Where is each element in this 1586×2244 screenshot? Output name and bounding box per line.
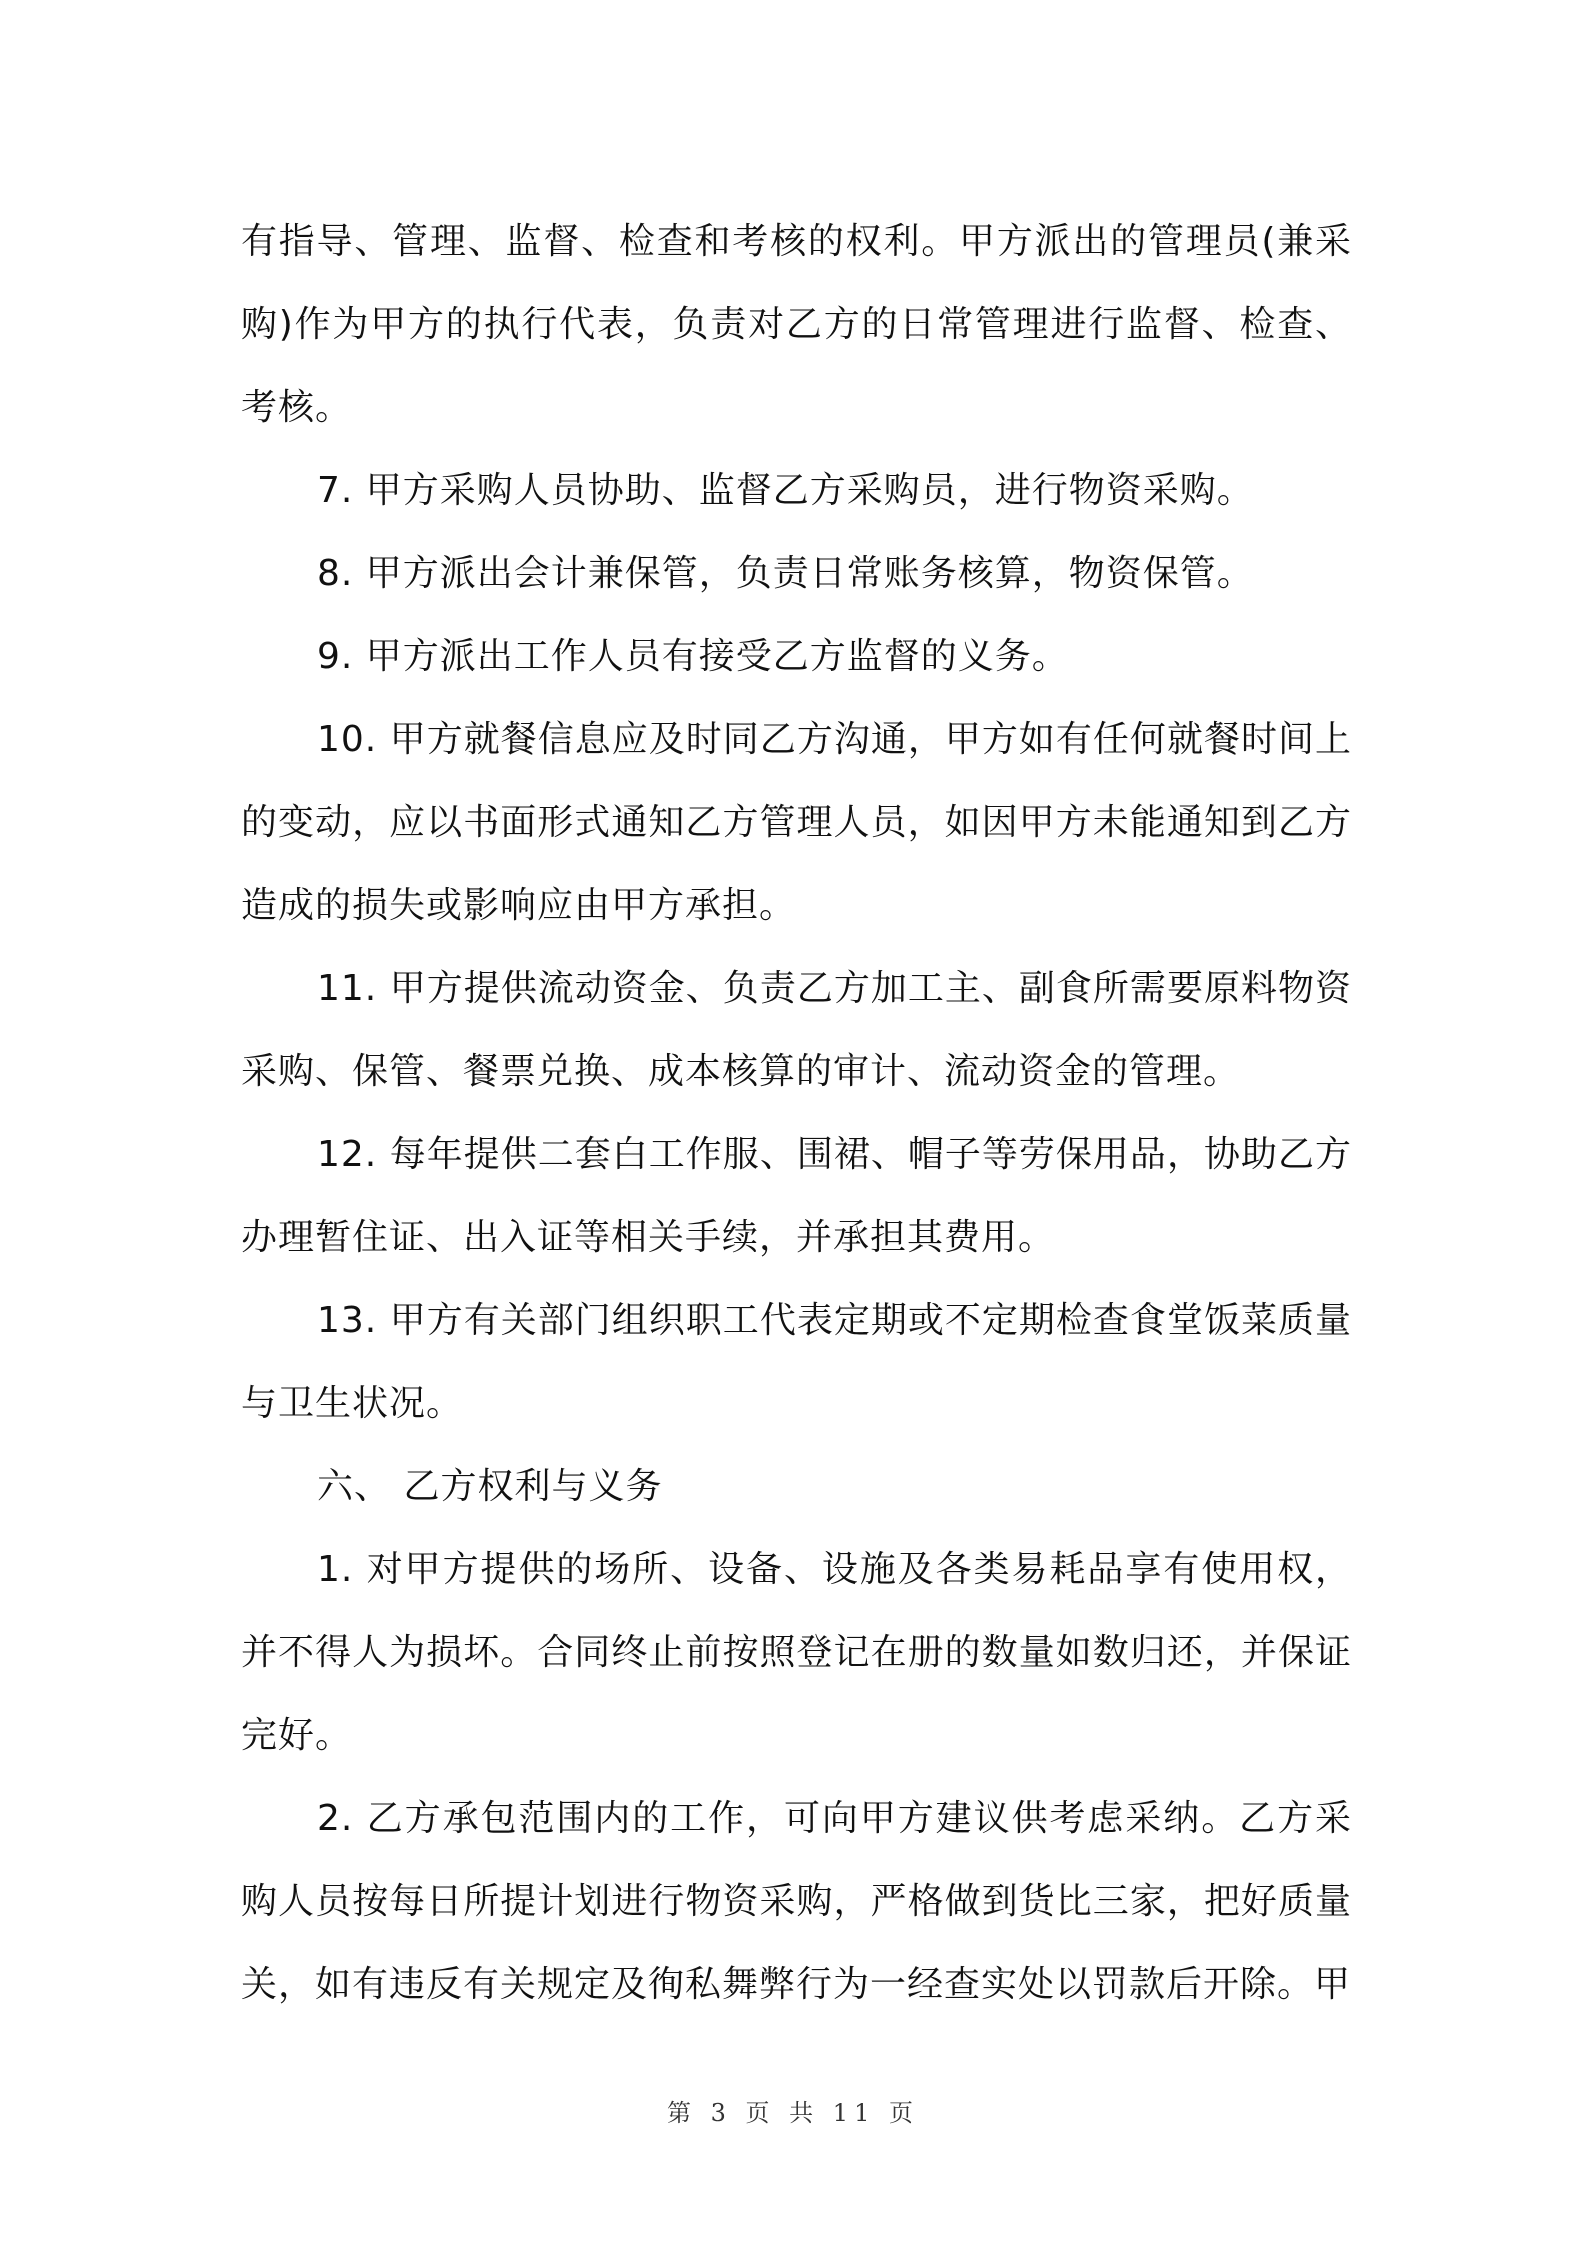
paragraph: 11. 甲方提供流动资金、负责乙方加工主、副食所需要原料物资采购、保管、餐票兑换、成本核算的审计、流动资金的管理。 [241,968,1352,1092]
page-number-footer: 第 3 页 共 11 页 [667,2099,919,2127]
paragraph: 12. 每年提供二套白工作服、围裙、帽子等劳保用品，协助乙方办理暂住证、出入证等相关手续，并承担其费用。 [241,1134,1352,1258]
document-body [241,200,1352,2026]
section-heading: 六、 乙方权利与义务 [317,1466,663,1507]
paragraph: 13. 甲方有关部门组织职工代表定期或不定期检查食堂饭菜质量与卫生状况。 [241,1300,1352,1424]
paragraph: 7. 甲方采购人员协助、监督乙方采购员，进行物资采购。 [317,470,1254,511]
paragraph: 8. 甲方派出会计兼保管，负责日常账务核算，物资保管。 [317,553,1254,594]
paragraph: 9. 甲方派出工作人员有接受乙方监督的义务。 [317,636,1069,677]
paragraph: 10. 甲方就餐信息应及时同乙方沟通，甲方如有任何就餐时间上的变动，应以书面形式通知乙方管理人员，如因甲方未能通知到乙方造成的损失或影响应由甲方承担。 [241,719,1352,926]
paragraph: 2. 乙方承包范围内的工作，可向甲方建议供考虑采纳。乙方采购人员按每日所提计划进行物资采购，严格做到货比三家，把好质量关，如有违反有关规定及徇私舞弊行为一经查实处以罚款后开除。甲 [241,1798,1352,2005]
paragraph: 有指导、管理、监督、检查和考核的权利。甲方派出的管理员(兼采购)作为甲方的执行代表，负责对乙方的日常管理进行监督、检查、考核。 [241,221,1352,428]
paragraph: 1. 对甲方提供的场所、设备、设施及各类易耗品享有使用权，并不得人为损坏。合同终止前按照登记在册的数量如数归还，并保证完好。 [241,1549,1352,1756]
